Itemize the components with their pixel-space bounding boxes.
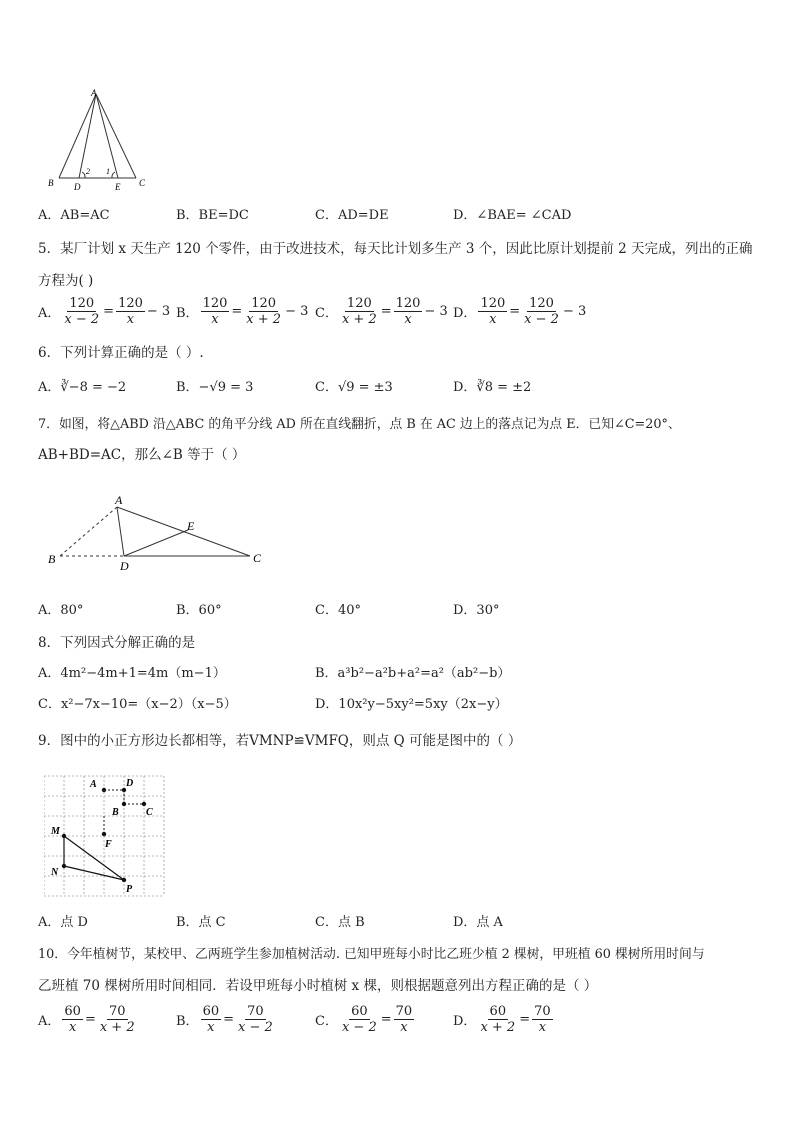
q9-option-a[interactable]: A．点 D [38, 915, 88, 930]
fig3-label-m: M [51, 826, 60, 837]
figure-grid [44, 772, 166, 898]
fig1-label-b: B [48, 178, 54, 188]
fig2-label-b: B [48, 552, 56, 566]
fig3-label-c: C [146, 807, 153, 818]
q6-option-b[interactable]: B．−√9 = 3 [176, 380, 254, 395]
q6-option-d[interactable]: D．∛8 = ±2 [453, 380, 532, 395]
fig1-label-a: A [91, 88, 97, 98]
fig2-label-e: E [187, 519, 195, 533]
q7-option-b[interactable]: B．60° [176, 603, 222, 618]
q9-option-b[interactable]: B．点 C [176, 915, 226, 930]
q6-option-a[interactable]: A．∛−8 = −2 [38, 380, 127, 395]
q5-stem-line1: 5．某厂计划 x 天生产 120 个零件，由于改进技术，每天比计划多生产 3 个，因此比原计划提前 2 天完成，列出的正确 [38, 241, 753, 257]
q6-option-c[interactable]: C．√9 = ±3 [315, 380, 393, 395]
fig3-label-p: P [126, 884, 133, 895]
q7-stem-line1: 7．如图，将△ABD 沿△ABC 的角平分线 AD 所在直线翻折，点 B 在 AC 边上的落点记为点 E．已知∠C=20°、 [38, 417, 681, 432]
q10-option-c[interactable]: C． $\frac{60}{x - 2}$ = $\frac{70}{x}$ [315, 1004, 413, 1035]
q10-option-a[interactable]: A． $\frac{60}{x}$ = $\frac{70}{x + 2}$ [38, 1004, 135, 1035]
q10-option-b[interactable]: B． $\frac{60}{x}$ = $\frac{70}{x - 2}$ [176, 1004, 273, 1035]
q8-option-c[interactable]: C．x²−7x−10=（x−2）（x−5） [38, 697, 237, 712]
q7-option-c[interactable]: C．40° [315, 603, 361, 618]
q5-option-d[interactable]: D． $\frac{120}{x}$ = $\frac{120}{x - 2}$ − 3 [453, 296, 587, 327]
fig3-label-d: D [126, 778, 134, 789]
q8-stem: 8．下列因式分解正确的是 [38, 635, 196, 651]
q8-option-d[interactable]: D．10x²y−5xy²=5xy（2x−y） [315, 697, 508, 712]
figure-triangle-abc [44, 86, 154, 192]
q5-option-c[interactable]: C． $\frac{120}{x + 2}$ = $\frac{120}{x}$ − 3 [315, 296, 448, 327]
q9-stem: 9．图中的小正方形边长都相等，若VMNP≌VMFQ，则点 Q 可能是图中的（ ） [38, 733, 522, 749]
fig3-label-f: F [105, 839, 112, 850]
fig2-label-a: A [115, 493, 123, 507]
fig1-angle-2: 2 [86, 167, 90, 176]
q4-option-a[interactable]: A．AB=AC [38, 208, 110, 223]
fig2-label-d: D [120, 559, 129, 573]
q4-option-c[interactable]: C．AD=DE [315, 208, 389, 223]
fig3-label-b: B [112, 807, 119, 818]
q7-stem-line2: AB+BD=AC，那么∠B 等于（ ） [38, 447, 246, 463]
fig1-angle-1: 1 [106, 167, 110, 176]
q10-stem-line1: 10．今年植树节，某校甲、乙两班学生参加植树活动. 已知甲班每小时比乙班少植 2 棵树，甲班植 60 棵树所用时间与 [38, 947, 705, 962]
q9-option-c[interactable]: C．点 B [315, 915, 365, 930]
figure-fold-triangle [44, 488, 274, 574]
q9-option-d[interactable]: D．点 A [453, 915, 503, 930]
q7-option-a[interactable]: A．80° [38, 603, 84, 618]
fig3-label-a: A [90, 779, 97, 790]
q10-option-d[interactable]: D． $\frac{60}{x + 2}$ = $\frac{70}{x}$ [453, 1004, 551, 1035]
q7-option-d[interactable]: D．30° [453, 603, 500, 618]
fig3-label-n: N [51, 867, 59, 878]
fig2-label-c: C [253, 551, 262, 565]
q4-option-b[interactable]: B．BE=DC [176, 208, 249, 223]
q8-option-b[interactable]: B．a³b²−a²b+a²=a²（ab²−b） [315, 666, 511, 681]
q5-stem-line2: 方程为( ) [38, 273, 94, 289]
fig1-label-c: C [139, 178, 146, 188]
fig1-label-d: D [74, 182, 81, 192]
q5-option-a[interactable]: A． $\frac{120}{x - 2}$ = $\frac{120}{x}$ − 3 [38, 296, 171, 327]
q10-stem-line2: 乙班植 70 棵树所用时间相同．若设甲班每小时植树 x 棵，则根据题意列出方程正确的是（ ） [38, 978, 598, 994]
q6-stem: 6．下列计算正确的是（ ）. [38, 345, 204, 361]
fig1-label-e: E [115, 182, 121, 192]
q5-option-b[interactable]: B． $\frac{120}{x}$ = $\frac{120}{x + 2}$ − 3 [176, 296, 309, 327]
q4-option-d[interactable]: D．∠BAE= ∠CAD [453, 208, 572, 223]
q8-option-a[interactable]: A．4m²−4m+1=4m（m−1） [38, 666, 226, 681]
